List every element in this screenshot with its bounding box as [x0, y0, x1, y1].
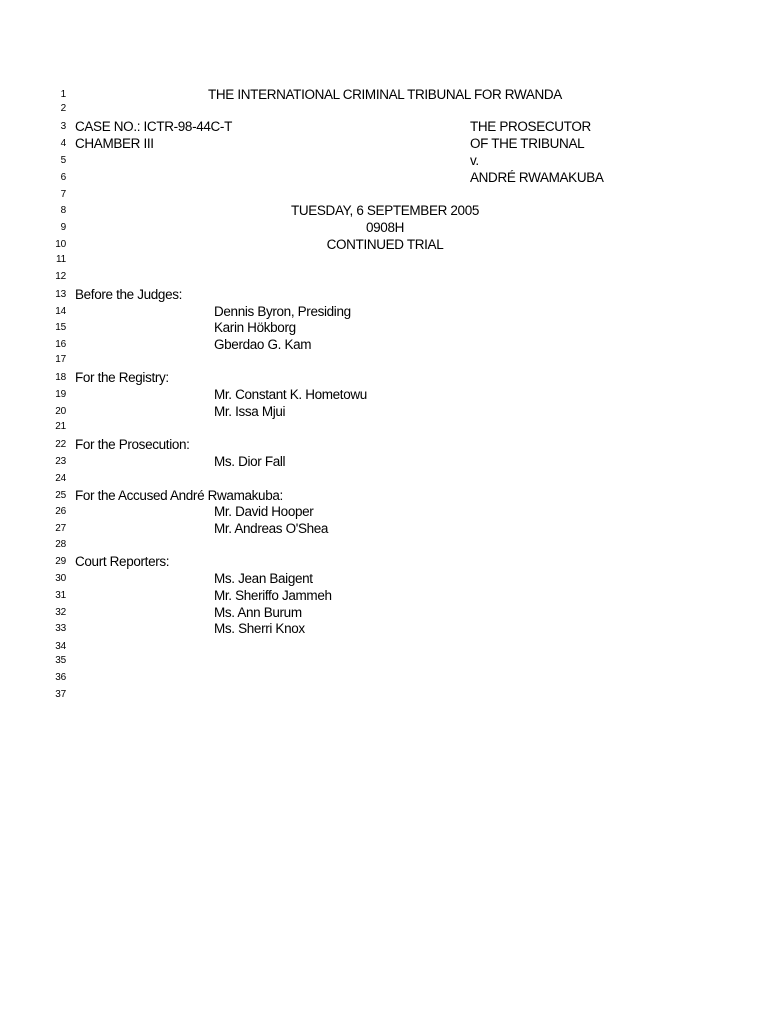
line-number: 21 — [55, 421, 66, 432]
line-number: 10 — [55, 239, 66, 250]
line-number: 20 — [55, 406, 66, 417]
line-28 — [0, 537, 770, 553]
line-6 — [0, 170, 770, 186]
line-24 — [0, 471, 770, 487]
line-number: 15 — [55, 322, 66, 333]
hearing-time: 0908H — [365, 220, 405, 235]
line-17 — [0, 352, 770, 368]
line-number: 27 — [55, 523, 66, 534]
reporters-label: Court Reporters: — [75, 554, 170, 569]
judge-name: Gberdao G. Kam — [214, 337, 312, 352]
line-number: 9 — [60, 222, 66, 233]
proceeding-type: CONTINUED TRIAL — [326, 237, 444, 252]
registry-member: Mr. Issa Mjui — [214, 404, 286, 419]
line-number: 36 — [55, 672, 66, 683]
tribunal-title: THE INTERNATIONAL CRIMINAL TRIBUNAL FOR RWANDA — [208, 87, 562, 102]
court-reporter: Ms. Jean Baigent — [214, 571, 313, 586]
judges-label: Before the Judges: — [75, 287, 183, 302]
line-number: 24 — [55, 473, 66, 484]
defence-counsel: Mr. Andreas O'Shea — [214, 521, 329, 536]
line-27 — [0, 521, 770, 537]
line-number: 12 — [55, 271, 66, 282]
prosecution-member: Ms. Dior Fall — [214, 454, 286, 469]
hearing-date: TUESDAY, 6 SEPTEMBER 2005 — [290, 203, 480, 218]
line-8 — [0, 203, 770, 219]
line-number: 18 — [55, 372, 66, 383]
line-21 — [0, 419, 770, 435]
line-35 — [0, 653, 770, 669]
versus: v. — [470, 153, 479, 168]
line-5 — [0, 153, 770, 169]
line-number: 13 — [55, 289, 66, 300]
line-30 — [0, 571, 770, 587]
line-number: 22 — [55, 439, 66, 450]
line-number: 5 — [60, 155, 66, 166]
court-reporter: Mr. Sheriffo Jammeh — [214, 588, 332, 603]
line-number: 25 — [55, 490, 66, 501]
line-number: 7 — [60, 189, 66, 200]
line-18 — [0, 370, 770, 386]
registry-label: For the Registry: — [75, 370, 169, 385]
line-number: 31 — [55, 590, 66, 601]
line-number: 1 — [60, 89, 66, 100]
line-number: 8 — [60, 205, 66, 216]
court-reporter: Ms. Ann Burum — [214, 605, 302, 620]
line-33 — [0, 621, 770, 637]
line-3 — [0, 119, 770, 135]
line-number: 2 — [60, 103, 66, 114]
line-number: 29 — [55, 556, 66, 567]
line-22 — [0, 437, 770, 453]
line-23 — [0, 454, 770, 470]
line-14 — [0, 304, 770, 320]
defence-label: For the Accused André Rwamakuba: — [75, 488, 283, 503]
case-number: CASE NO.: ICTR-98-44C-T — [75, 119, 232, 134]
registry-member: Mr. Constant K. Hometowu — [214, 387, 367, 402]
line-13 — [0, 287, 770, 303]
accused-name: ANDRÉ RWAMAKUBA — [470, 170, 604, 185]
line-number: 4 — [60, 138, 66, 149]
line-31 — [0, 588, 770, 604]
line-number: 11 — [56, 254, 66, 265]
line-number: 23 — [55, 456, 66, 467]
line-25 — [0, 488, 770, 504]
line-number: 30 — [55, 573, 66, 584]
judge-name: Dennis Byron, Presiding — [214, 304, 351, 319]
line-number: 35 — [55, 655, 66, 666]
line-26 — [0, 504, 770, 520]
prosecution-label: For the Prosecution: — [75, 437, 190, 452]
party-prosecutor: THE PROSECUTOR — [470, 119, 591, 134]
line-37 — [0, 687, 770, 703]
line-10 — [0, 237, 770, 253]
court-reporter: Ms. Sherri Knox — [214, 621, 305, 636]
line-4 — [0, 136, 770, 152]
defence-counsel: Mr. David Hooper — [214, 504, 314, 519]
line-32 — [0, 605, 770, 621]
line-number: 14 — [55, 306, 66, 317]
line-number: 26 — [55, 506, 66, 517]
line-16 — [0, 337, 770, 353]
line-number: 16 — [55, 339, 66, 350]
judge-name: Karin Hökborg — [214, 320, 296, 335]
line-number: 3 — [60, 121, 66, 132]
line-20 — [0, 404, 770, 420]
line-number: 6 — [60, 172, 66, 183]
line-number: 37 — [55, 689, 66, 700]
line-number: 32 — [55, 607, 66, 618]
line-number: 28 — [55, 539, 66, 550]
line-number: 33 — [55, 623, 66, 634]
line-36 — [0, 670, 770, 686]
line-9 — [0, 220, 770, 236]
line-29 — [0, 554, 770, 570]
line-12 — [0, 269, 770, 285]
line-2 — [0, 101, 770, 117]
line-number: 34 — [55, 641, 66, 652]
line-7 — [0, 187, 770, 203]
line-19 — [0, 387, 770, 403]
line-11 — [0, 252, 770, 268]
line-number: 19 — [55, 389, 66, 400]
line-15 — [0, 320, 770, 336]
line-number: 17 — [55, 354, 66, 365]
party-tribunal: OF THE TRIBUNAL — [470, 136, 585, 151]
chamber: CHAMBER III — [75, 136, 154, 151]
